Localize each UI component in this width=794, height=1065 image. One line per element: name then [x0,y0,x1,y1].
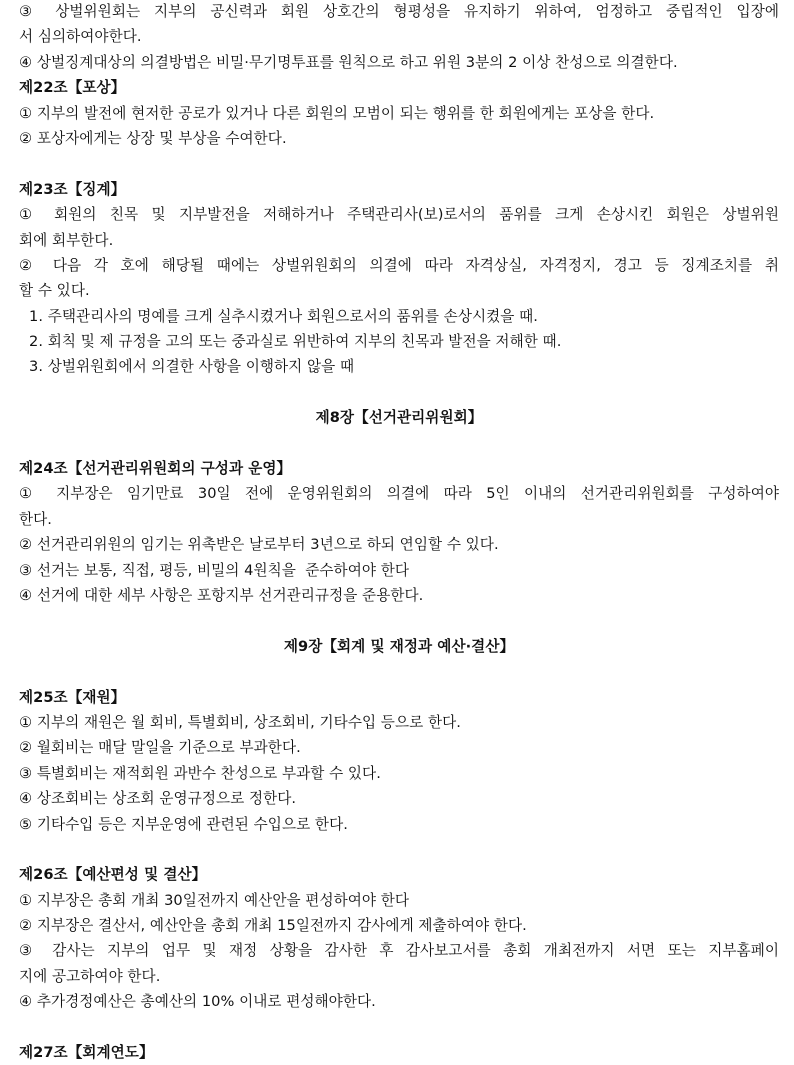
art23-para1-line1: ① 회원의 친목 및 지부발전을 저해하거나 주택관리사(보)로서의 품위를 크게 손상시킨 회원은 상벌위원 [19,206,779,224]
art21-para3-line2: 서 심의하여야한다. [19,28,142,46]
document-page [19,0,779,1065]
art26-title: 제26조【예산편성 및 결산】 [19,866,207,884]
art23-item-2: 2. 회칙 및 제 규정을 고의 또는 중과실로 위반하여 지부의 친목과 발전을 저해한 때. [29,333,562,351]
art23-item-3: 3. 상벌위원회에서 의결한 사항을 이행하지 않을 때 [29,358,355,376]
spacer [19,837,779,862]
spacer [19,380,779,405]
art25-para4: ④ 상조회비는 상조회 운영규정으로 정한다. [19,790,297,808]
spacer [19,431,779,456]
art26-para1: ① 지부장은 총회 개최 30일전까지 예산안을 편성하여야 한다 [19,891,410,909]
art24-para3: ③ 선거는 보통, 직접, 평등, 비밀의 4원칙을 준수하여야 한다 [19,561,409,579]
art23-para2-line1: ② 다음 각 호에 해당될 때에는 상벌위원회의 의결에 따라 자격상실, 자격정지, 경고 등 징계조치를 취 [19,256,779,274]
art26-para3-line1: ③ 감사는 지부의 업무 및 재정 상황을 감사한 후 감사보고서를 총회 개최전까지 서면 또는 지부홈페이 [19,942,779,960]
art24-para2: ② 선거관리위원의 임기는 위촉받은 날로부터 3년으로 하되 연임할 수 있다. [19,536,499,554]
art23-title: 제23조【징계】 [19,180,126,198]
art24-para4: ④ 선거에 대한 세부 사항은 포항지부 선거관리규정을 준용한다. [19,586,424,604]
art21-para3-line1: ③ 상벌위원회는 지부의 공신력과 회원 상호간의 형평성을 유지하기 위하여, 엄정하고 중립적인 입장에 [19,3,779,20]
art22-title: 제22조【포상】 [19,79,126,97]
spacer [19,1015,779,1040]
art25-title: 제25조【재원】 [19,688,126,706]
art27-title: 제27조【회계연도】 [19,1044,154,1062]
art22-para2: ② 포상자에게는 상장 및 부상을 수여한다. [19,129,287,147]
art24-para1-line1: ① 지부장은 임기만료 30일 전에 운영위원회의 의결에 따라 5인 이내의 선거관리위원회를 구성하여야 [19,485,779,503]
art25-para2: ② 월회비는 매달 말일을 기준으로 부과한다. [19,739,301,757]
art25-para5: ⑤ 기타수입 등은 지부운영에 관련된 수입으로 한다. [19,815,348,833]
art25-para1: ① 지부의 재원은 월 회비, 특별회비, 상조회비, 기타수입 등으로 한다. [19,713,461,731]
art21-para4: ④ 상벌징계대상의 의결방법은 비밀·무기명투표를 원칙으로 하고 위원 3분의 2 이상 찬성으로 의결한다. [19,53,678,71]
chapter-9-title: 제9장【회계 및 재정과 예산·결산】 [283,637,515,655]
art24-para1-line2: 한다. [19,510,52,528]
spacer [19,151,779,176]
spacer [19,659,779,684]
chapter-8-title: 제8장【선거관리위원회】 [315,409,483,427]
art26-para2: ② 지부장은 결산서, 예산안을 총회 개최 15일전까지 감사에게 제출하여야 한다. [19,917,527,935]
art22-para1: ① 지부의 발전에 현저한 공로가 있거나 다른 회원의 모범이 되는 행위를 한 회원에게는 포상을 한다. [19,104,655,122]
art26-para3-line2: 지에 공고하여야 한다. [19,967,161,985]
art23-item-1: 1. 주택관리사의 명예를 크게 실추시켰거나 회원으로서의 품위를 손상시켰을 때. [29,307,538,325]
art26-para4: ④ 추가경정예산은 총예산의 10% 이내로 편성해야한다. [19,993,376,1011]
spacer [19,608,779,633]
art24-title: 제24조【선거관리위원회의 구성과 운영】 [19,460,292,478]
art23-para2-line2: 할 수 있다. [19,282,90,300]
art23-para1-line2: 회에 회부한다. [19,231,114,249]
art25-para3: ③ 특별회비는 재적회원 과반수 찬성으로 부과할 수 있다. [19,764,381,782]
